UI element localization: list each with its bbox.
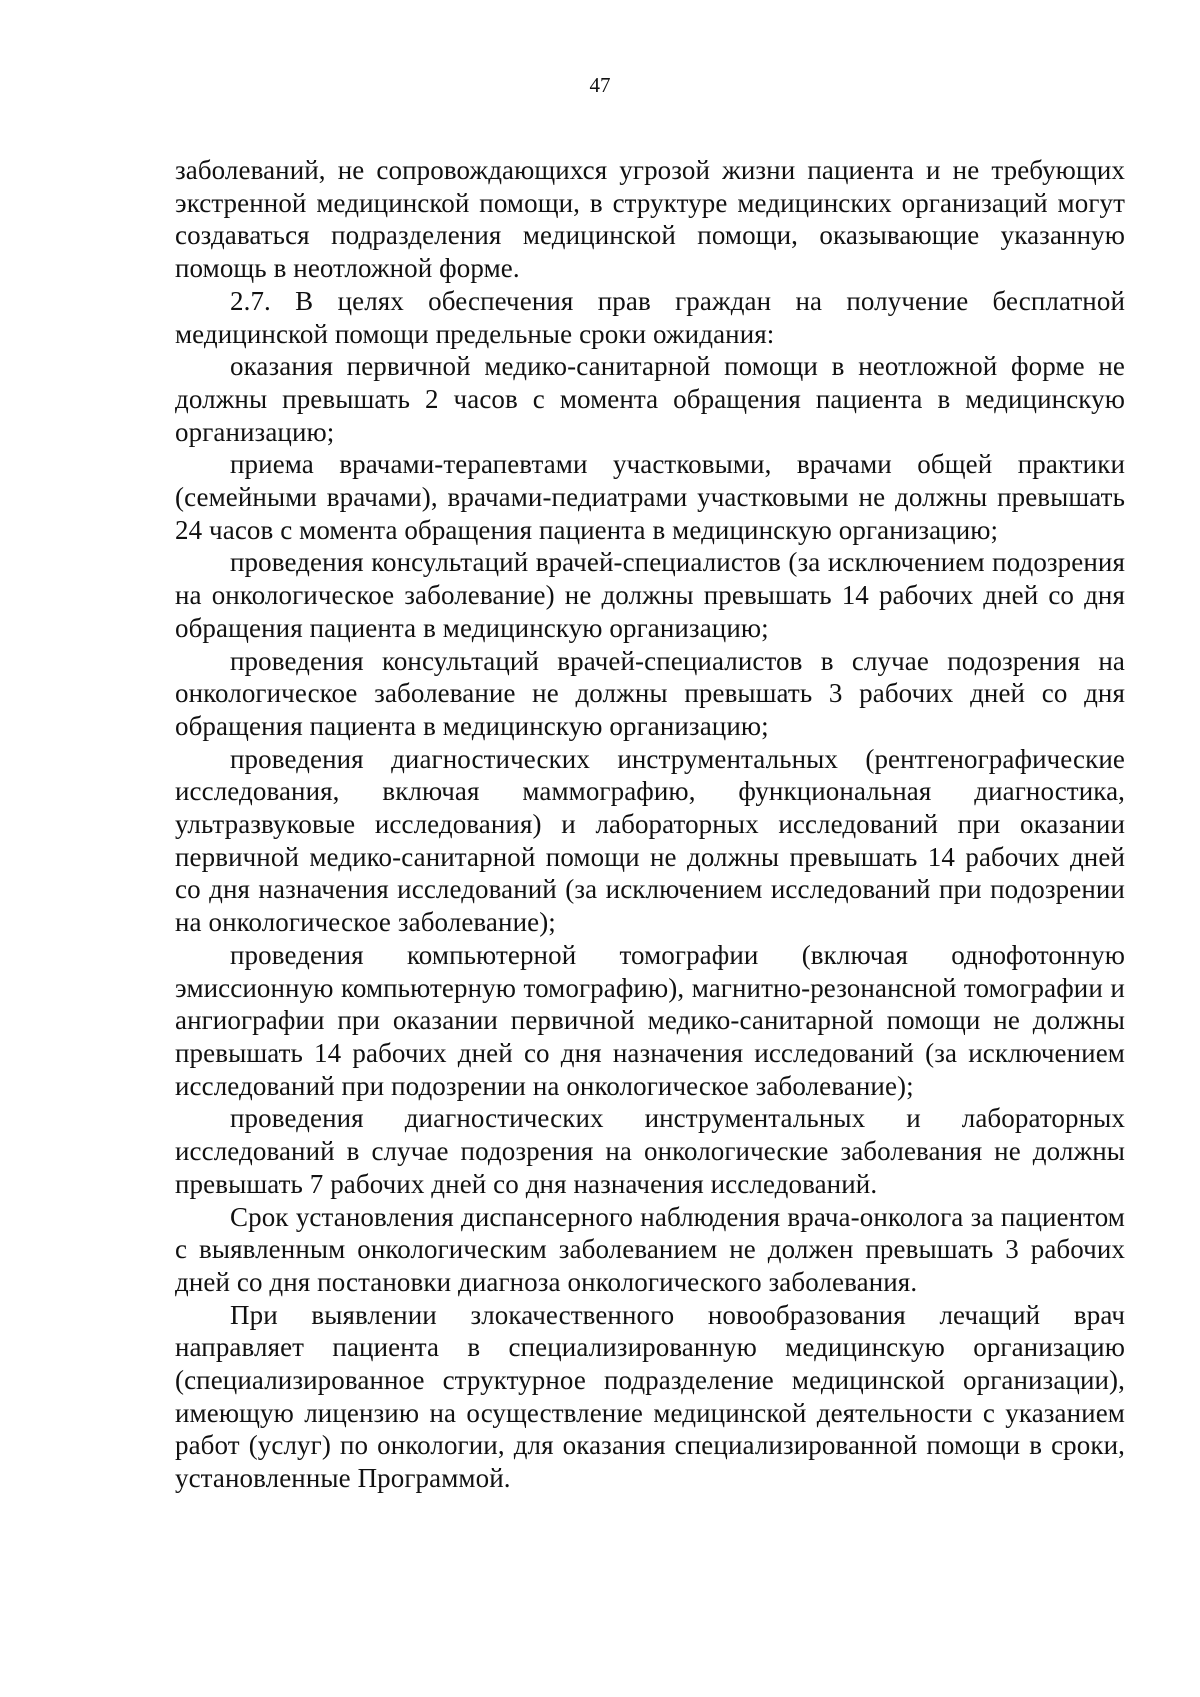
paragraph-tomography-wait: проведения компьютерной томографии (включая однофотонную эмиссионную компьютерную томографию), магнитно-резонансной томографии и ангиографии при оказании первичной медико-санитарной помощи не должны превышать 14 рабочих дней со дня назначения исследований (за исключением исследований при подозрении на онкологическое заболевание); <box>175 939 1125 1101</box>
paragraph-section-2-7: 2.7. В целях обеспечения прав граждан на получение бесплатной медицинской помощи предельные сроки ожидания: <box>175 285 1125 349</box>
paragraph-malignancy-referral: При выявлении злокачественного новообразования лечащий врач направляет пациента в специализированную медицинскую организацию (специализированное структурное подразделение медицинской организации), имеющую лицензию на осуществление медицинской деятельности с указанием работ (услуг) по онкологии, для оказания специализированной помощи в сроки, установленные Программой. <box>175 1299 1125 1494</box>
paragraph-continuation: заболеваний, не сопровождающихся угрозой жизни пациента и не требующих экстренной медицинской помощи, в структуре медицинских организаций могут создаваться подразделения медицинской помощи, оказывающие указанную помощь в неотложной форме. <box>175 155 1125 284</box>
document-body <box>175 154 1125 1495</box>
paragraph-urgent-care-wait: оказания первичной медико-санитарной помощи в неотложной форме не должны превышать 2 часов с момента обращения пациента в медицинскую организацию; <box>175 351 1125 447</box>
paragraph-oncology-diagnostics-wait: проведения диагностических инструментальных и лабораторных исследований в случае подозрения на онкологические заболевания не должны превышать 7 рабочих дней со дня назначения исследований. <box>175 1103 1125 1199</box>
paragraph-diagnostics-wait: проведения диагностических инструментальных (рентгенографические исследования, включая маммографию, функциональная диагностика, ультразвуковые исследования) и лабораторных исследований при оказании первичной медико-санитарной помощи не должны превышать 14 рабочих дней со дня назначения исследований (за исключением исследований при подозрении на онкологическое заболевание); <box>175 743 1125 938</box>
paragraph-therapist-wait: приема врачами-терапевтами участковыми, врачами общей практики (семейными врачами), врачами-педиатрами участковыми не должны превышать 24 часов с момента обращения пациента в медицинскую организацию; <box>175 449 1125 545</box>
paragraph-specialist-consultation-wait: проведения консультаций врачей-специалистов (за исключением подозрения на онкологическое заболевание) не должны превышать 14 рабочих дней со дня обращения пациента в медицинскую организацию; <box>175 547 1125 643</box>
paragraph-dispensary-observation: Срок установления диспансерного наблюдения врача-онколога за пациентом с выявленным онкологическим заболеванием не должен превышать 3 рабочих дней со дня постановки диагноза онкологического заболевания. <box>175 1201 1125 1297</box>
paragraph-oncology-consultation-wait: проведения консультаций врачей-специалистов в случае подозрения на онкологическое заболевание не должны превышать 3 рабочих дней со дня обращения пациента в медицинскую организацию; <box>175 645 1125 741</box>
page-number: 47 <box>589 73 611 97</box>
